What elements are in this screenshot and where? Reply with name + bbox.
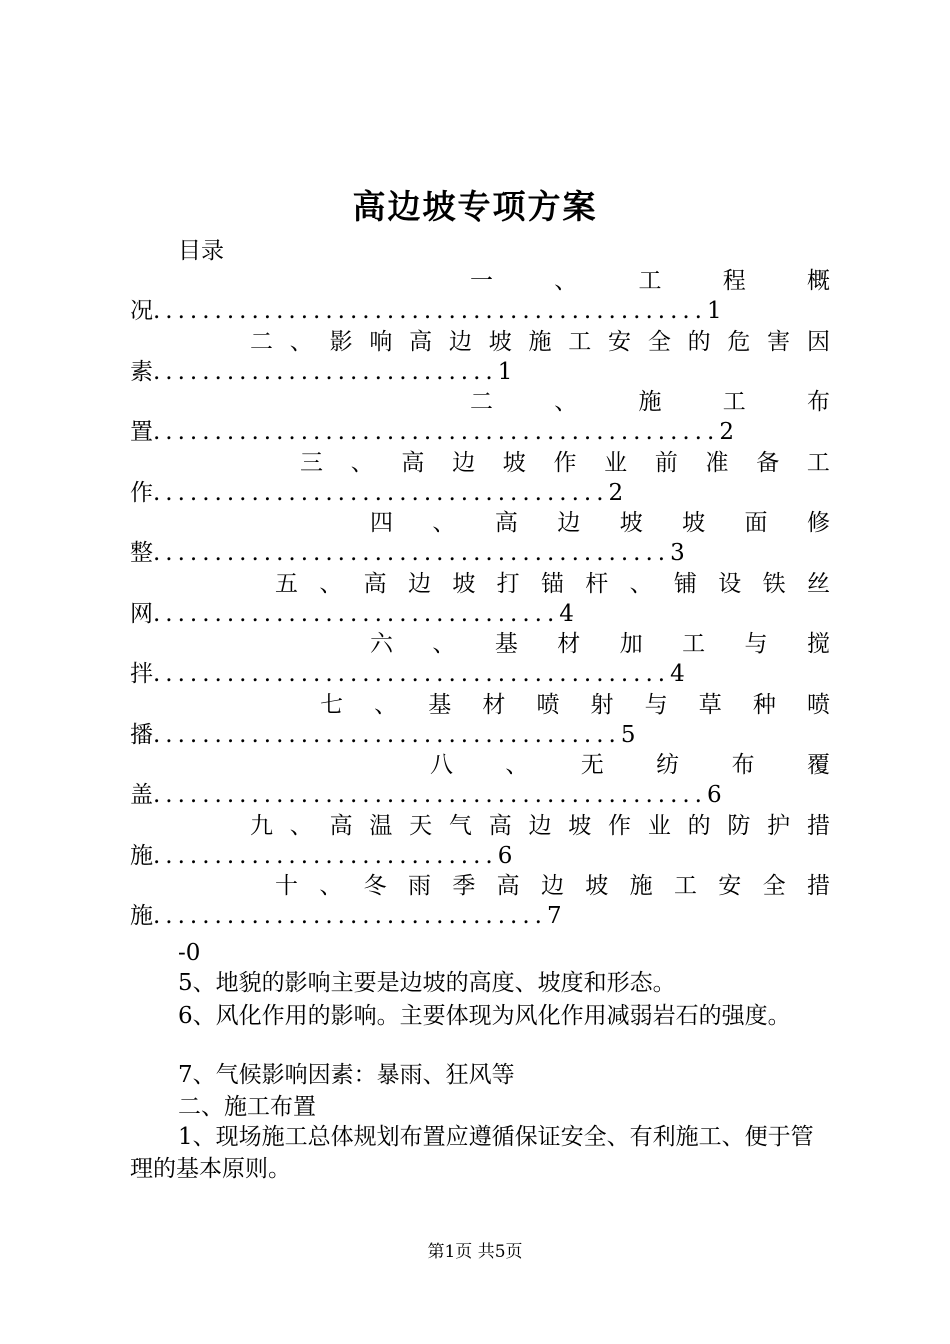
toc-heading-char: 气 bbox=[448, 813, 472, 839]
toc-page-number: 1 bbox=[707, 298, 722, 324]
toc-heading-char: 三 bbox=[300, 450, 323, 476]
toc-heading-char: 高 bbox=[494, 510, 518, 536]
toc-leader-dots: ...................................... bbox=[153, 722, 621, 748]
toc-heading-char: 温 bbox=[369, 813, 393, 839]
paragraph-text: 7、气候影响因素：暴雨、狂风等 bbox=[178, 1062, 515, 1088]
toc-heading-char: 影 bbox=[329, 329, 353, 355]
toc-heading-char: 业 bbox=[647, 813, 671, 839]
toc-heading-char: 锚 bbox=[540, 571, 564, 597]
toc-leader-dots: ..................................... bbox=[153, 480, 609, 506]
toc-heading-char: 基 bbox=[494, 631, 518, 657]
toc-tail-text: 施 bbox=[130, 843, 153, 869]
toc-heading-char: 设 bbox=[718, 571, 742, 597]
toc-entry-tail bbox=[130, 599, 830, 629]
toc-heading-char: 、 bbox=[505, 752, 529, 778]
toc-entry-heading bbox=[320, 690, 830, 720]
toc-tail-text: 整 bbox=[130, 540, 153, 566]
toc-heading-char: 边 bbox=[452, 450, 476, 476]
paragraph-landform bbox=[130, 967, 836, 999]
toc-entry-heading bbox=[430, 750, 830, 780]
toc-heading-char: 、 bbox=[350, 450, 374, 476]
toc-page-number: 5 bbox=[620, 722, 636, 748]
toc-heading-char: 加 bbox=[619, 631, 643, 657]
toc-heading-char: 喷 bbox=[806, 692, 830, 718]
toc-heading-char: 工 bbox=[682, 631, 706, 657]
toc-heading-char: 与 bbox=[744, 631, 768, 657]
paragraph-climate bbox=[130, 1059, 836, 1091]
toc-heading-char: 基 bbox=[428, 692, 452, 718]
toc-heading-char: 坡 bbox=[585, 873, 609, 899]
toc-heading-char: 施 bbox=[629, 873, 653, 899]
toc-heading-char: 作 bbox=[608, 813, 632, 839]
toc-heading-char: 、 bbox=[319, 873, 343, 899]
toc-heading-char: 草 bbox=[698, 692, 722, 718]
toc-heading-char: 五 bbox=[275, 571, 298, 597]
toc-page-number: 2 bbox=[719, 419, 734, 445]
toc-leader-dots: ................................. bbox=[153, 601, 560, 627]
toc-heading-char: 铁 bbox=[762, 571, 786, 597]
toc-heading-char: 坡 bbox=[452, 571, 476, 597]
toc-heading-char: 、 bbox=[319, 571, 343, 597]
toc-heading-char: 射 bbox=[590, 692, 614, 718]
toc-entry-tail bbox=[130, 901, 830, 931]
toc-heading-char: 季 bbox=[452, 873, 476, 899]
toc-heading-char: 边 bbox=[448, 329, 472, 355]
toc-heading-char: 高 bbox=[329, 813, 353, 839]
toc-heading-char: 九 bbox=[250, 813, 273, 839]
toc-heading-char: 的 bbox=[687, 813, 711, 839]
toc-page-number: 2 bbox=[608, 480, 624, 506]
toc-heading-char: 边 bbox=[528, 813, 552, 839]
toc-tail-text: 拌 bbox=[130, 661, 153, 687]
toc-heading-char: 程 bbox=[722, 268, 746, 294]
toc-heading-char: 修 bbox=[806, 510, 830, 536]
toc-heading-char: 护 bbox=[767, 813, 791, 839]
toc-heading-char: 、 bbox=[289, 813, 313, 839]
toc-heading-char: 二 bbox=[470, 389, 493, 415]
toc-page-number: 6 bbox=[707, 782, 722, 808]
section-heading: 二、施工布置 bbox=[178, 1094, 316, 1120]
toc-heading-char: 全 bbox=[762, 873, 786, 899]
toc-tail-text: 施 bbox=[130, 903, 153, 929]
toc-tail-text: 网 bbox=[130, 601, 153, 627]
toc-leader-dots: ............................................. bbox=[153, 782, 707, 808]
toc-label: 目录 bbox=[178, 238, 224, 264]
toc-heading-char: 铺 bbox=[673, 571, 697, 597]
toc-heading-char: 七 bbox=[320, 692, 343, 718]
toc-heading-char: 杆 bbox=[585, 571, 609, 597]
toc-heading-char: 工 bbox=[806, 450, 830, 476]
toc-page-number: 6 bbox=[497, 843, 513, 869]
toc-entry-tail bbox=[130, 538, 830, 568]
toc-heading-char: 布 bbox=[807, 389, 830, 415]
toc-heading-char: 天 bbox=[409, 813, 433, 839]
toc-heading-char: 材 bbox=[557, 631, 581, 657]
toc-heading-char: 概 bbox=[807, 268, 830, 294]
toc-page-number: 4 bbox=[670, 661, 685, 687]
toc-entry-tail bbox=[130, 417, 830, 447]
toc-heading-char: 高 bbox=[401, 450, 425, 476]
toc-leader-dots: ................................ bbox=[153, 903, 547, 929]
toc-heading-char: 覆 bbox=[806, 752, 830, 778]
toc-entry-heading bbox=[300, 448, 830, 478]
toc-page-number: 1 bbox=[497, 359, 513, 385]
toc-heading-char: 坡 bbox=[682, 510, 706, 536]
toc-leader-dots: .......................................... bbox=[153, 540, 671, 566]
toc-heading-char: 工 bbox=[673, 873, 697, 899]
toc-entry-heading bbox=[275, 569, 830, 599]
toc-heading-char: 高 bbox=[488, 813, 512, 839]
toc-heading-char: 与 bbox=[644, 692, 668, 718]
toc-entry-tail bbox=[130, 478, 830, 508]
toc-heading-char: 打 bbox=[496, 571, 520, 597]
toc-heading-char: 搅 bbox=[806, 631, 830, 657]
toc-heading-char: 害 bbox=[767, 329, 791, 355]
toc-heading-char: 坡 bbox=[488, 329, 512, 355]
paragraph-text: 5、地貌的影响主要是边坡的高度、坡度和形态。 bbox=[178, 970, 676, 996]
toc-heading-char: 全 bbox=[647, 329, 671, 355]
toc-heading-char: 措 bbox=[806, 873, 830, 899]
toc-heading-char: 施 bbox=[638, 389, 662, 415]
toc-tail-text: 作 bbox=[130, 480, 153, 506]
toc-heading-char: 准 bbox=[705, 450, 729, 476]
toc-entry-tail bbox=[130, 841, 830, 871]
toc-heading-char: 、 bbox=[629, 571, 653, 597]
toc-entry-tail bbox=[130, 357, 830, 387]
toc-heading-char: 工 bbox=[638, 268, 662, 294]
document-title: 高边坡专项方案 bbox=[352, 187, 598, 226]
toc-heading-char: 边 bbox=[557, 510, 581, 536]
toc-heading-char: 安 bbox=[608, 329, 632, 355]
paragraph-weathering bbox=[130, 1000, 836, 1032]
toc-tail-text: 素 bbox=[130, 359, 153, 385]
toc-entry-heading bbox=[275, 871, 830, 901]
toc-entry-heading bbox=[250, 811, 830, 841]
toc-heading-char: 雨 bbox=[407, 873, 431, 899]
toc-heading-char: 响 bbox=[369, 329, 393, 355]
paragraph-principle: 1、现场施工总体规划布置应遵循保证安全、有利施工、便于管理的基本原则。 bbox=[130, 1124, 814, 1182]
toc-heading-char: 种 bbox=[752, 692, 776, 718]
toc-page-number: 3 bbox=[670, 540, 685, 566]
paragraph-text: 6、风化作用的影响。主要体现为风化作用减弱岩石的强度。 bbox=[178, 1003, 791, 1029]
toc-heading-char: 、 bbox=[432, 510, 456, 536]
toc-leader-dots: .............................................. bbox=[153, 419, 720, 445]
toc-tail-text: 置 bbox=[130, 419, 153, 445]
toc-heading-char: 边 bbox=[407, 571, 431, 597]
toc-heading-char: 布 bbox=[731, 752, 755, 778]
toc-page-number: 7 bbox=[546, 903, 562, 929]
toc-heading-char: 的 bbox=[687, 329, 711, 355]
section-heading-layout bbox=[130, 1091, 836, 1123]
toc-heading-char: 高 bbox=[363, 571, 387, 597]
toc-heading-char: 十 bbox=[275, 873, 298, 899]
toc-heading-char: 坡 bbox=[502, 450, 526, 476]
toc-heading-char: 冬 bbox=[363, 873, 387, 899]
toc-heading-char: 六 bbox=[370, 631, 393, 657]
toc-heading-char: 安 bbox=[718, 873, 742, 899]
toc-heading-char: 无 bbox=[580, 752, 604, 778]
toc-heading-char: 防 bbox=[727, 813, 751, 839]
toc-heading-char: 备 bbox=[756, 450, 780, 476]
toc-heading-char: 喷 bbox=[536, 692, 560, 718]
toc-entry-heading bbox=[370, 508, 830, 538]
toc-heading-char: 坡 bbox=[619, 510, 643, 536]
toc-heading-char: 纺 bbox=[656, 752, 680, 778]
toc-heading-char: 因 bbox=[806, 329, 830, 355]
toc-heading-char: 坡 bbox=[568, 813, 592, 839]
toc-heading-char: 、 bbox=[432, 631, 456, 657]
toc-heading-char: 、 bbox=[554, 389, 578, 415]
toc-heading-char: 危 bbox=[727, 329, 751, 355]
toc-page-number: 4 bbox=[559, 601, 574, 627]
toc-tail-text: 况 bbox=[130, 298, 153, 324]
toc-tail-text: 盖 bbox=[130, 782, 153, 808]
text-fragment: -0 bbox=[178, 940, 201, 966]
page-footer: 第1页 共5页 bbox=[427, 1242, 523, 1262]
toc-heading-char: 高 bbox=[409, 329, 433, 355]
toc-entry-heading bbox=[250, 327, 830, 357]
toc-heading-char: 材 bbox=[482, 692, 506, 718]
toc-tail-text: 播 bbox=[130, 722, 153, 748]
toc-entry-tail bbox=[130, 720, 830, 750]
toc-leader-dots: ............................................. bbox=[153, 298, 707, 324]
toc-heading-char: 、 bbox=[289, 329, 313, 355]
toc-heading-char: 业 bbox=[604, 450, 628, 476]
toc-heading-char: 作 bbox=[553, 450, 577, 476]
toc-heading-char: 一 bbox=[470, 268, 493, 294]
toc-heading-char: 工 bbox=[568, 329, 592, 355]
toc-entry-tail bbox=[130, 659, 830, 689]
toc-leader-dots: ............................ bbox=[153, 359, 498, 385]
toc-entry-tail bbox=[130, 296, 830, 326]
toc-heading-char: 丝 bbox=[806, 571, 830, 597]
toc-heading-char: 面 bbox=[744, 510, 768, 536]
toc-entry-tail bbox=[130, 780, 830, 810]
toc-heading-char: 、 bbox=[374, 692, 398, 718]
toc-heading-char: 二 bbox=[250, 329, 273, 355]
toc-heading-char: 四 bbox=[370, 510, 393, 536]
toc-entry-heading bbox=[470, 387, 830, 417]
toc-leader-dots: ............................ bbox=[153, 843, 498, 869]
toc-entry-heading bbox=[370, 629, 830, 659]
toc-heading-char: 、 bbox=[554, 268, 578, 294]
toc-leader-dots: .......................................... bbox=[153, 661, 671, 687]
toc-heading-char: 八 bbox=[430, 752, 453, 778]
toc-heading-char: 高 bbox=[496, 873, 520, 899]
toc-heading-char: 施 bbox=[528, 329, 552, 355]
toc-heading-char: 前 bbox=[654, 450, 678, 476]
toc-heading-char: 边 bbox=[540, 873, 564, 899]
toc-heading-char: 措 bbox=[806, 813, 830, 839]
toc-heading-char: 工 bbox=[722, 389, 746, 415]
toc-entry-heading bbox=[470, 266, 830, 296]
